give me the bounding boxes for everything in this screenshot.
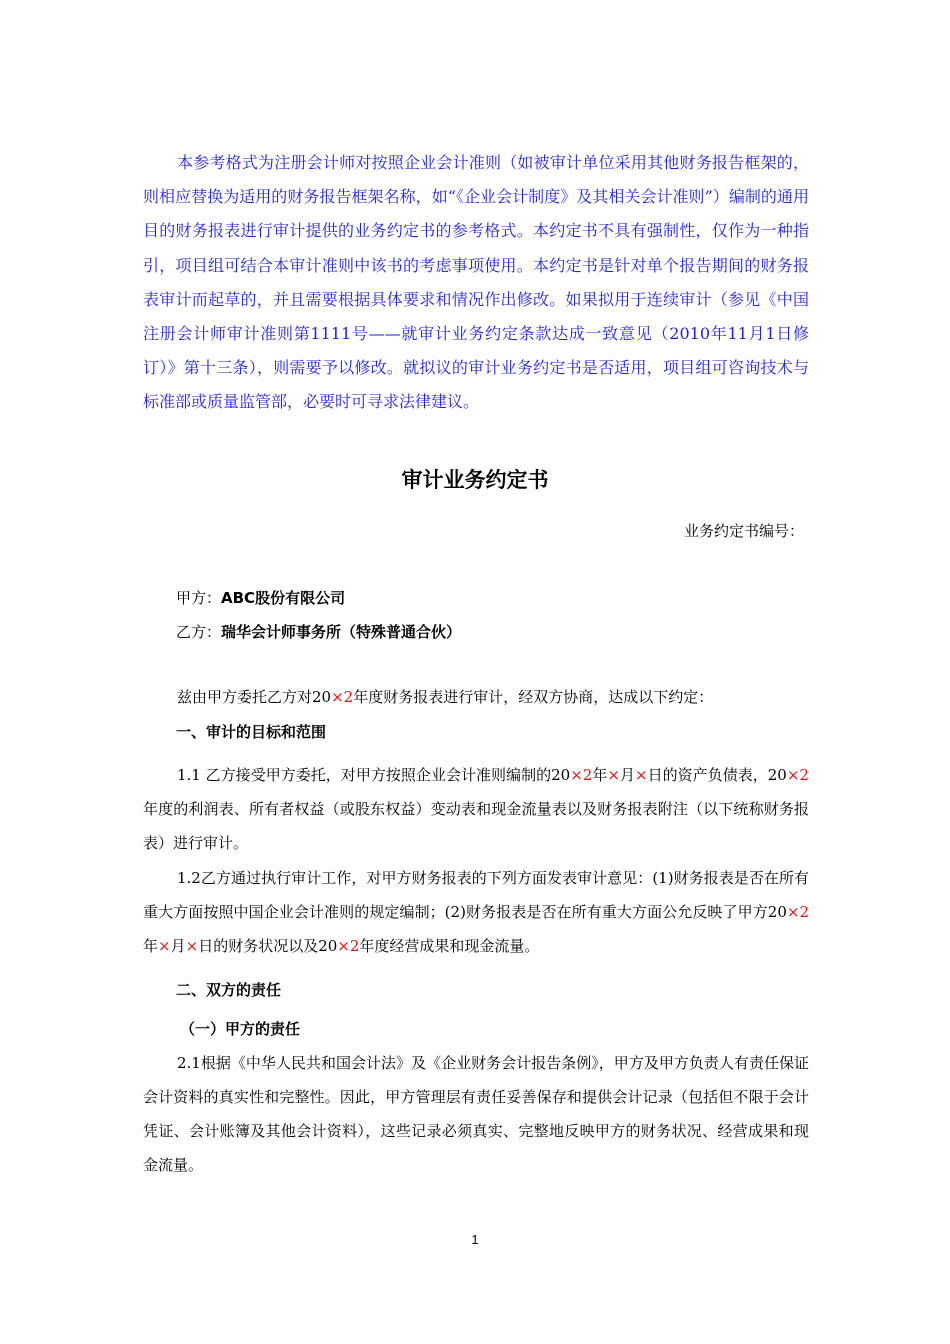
clause-1-2-text: 月 — [170, 937, 186, 955]
section-1-heading: 一、审计的目标和范围 — [176, 723, 327, 741]
clause-1-2-text: 日的财务状况以及20 — [198, 937, 338, 955]
party-b — [176, 621, 461, 642]
placeholder-month: × — [607, 766, 620, 784]
clause-1-1-text: 年 — [592, 766, 608, 784]
clause-2-1: 2.1根据《中华人民共和国会计法》及《企业财务会计报告条例》，甲方及甲方负责人有责任保证会计资料的真实性和完整性。因此，甲方管理层有责任妥善保存和提供会计记录（包括但不限于会计凭证、会计账簿及其他会计资料），这些记录必须真实、完整地反映甲方的财务状况、经营成果和现金流量。 — [143, 1054, 809, 1174]
party-a — [176, 587, 345, 608]
intro-placeholder-year: ×2 — [331, 688, 354, 706]
page-number: 1 — [471, 1232, 479, 1247]
clause-1-2-text: 1.2乙方通过执行审计工作，对甲方财务报表的下列方面发表审计意见：(1)财务报表是否在所有重大方面按照中国企业会计准则的规定编制；(2)财务报表是否在所有重大方面公允反映了甲方20 — [143, 869, 809, 921]
document-title: 审计业务约定书 — [401, 468, 549, 492]
party-b-label: 乙方： — [176, 623, 222, 641]
placeholder-year: ×2 — [570, 766, 593, 784]
placeholder-day: × — [185, 937, 199, 955]
intro-text-2: 年度财务报表进行审计，经双方协商，达成以下约定： — [353, 688, 714, 706]
clause-1-1-text: 月 — [619, 766, 635, 784]
clause-1-1 — [143, 758, 809, 860]
reference-format-note: 本参考格式为注册会计师对按照企业会计准则（如被审计单位采用其他财务报告框架的，则相应替换为适用的财务报告框架名称，如“《企业会计制度》及其相关会计准则”）编制的通用目的财务报表进行审计提供的业务约定书的参考格式。本约定书不具有强制性，仅作为一种指引，项目组可结合本审计准则中该书的考虑事项使用。本约定书是针对单个报告期间的财务报表审计而起草的，并且需要根据具体要求和情况作出修改。如果拟用于连续审计（参见《中国注册会计师审计准则第1111号——就审计业务约定条款达成一致意见（2010年11月1日修订）》第十三条），则需要予以修改。就拟议的审计业务约定书是否适用，项目组可咨询技术与标准部或质量监管部，必要时可寻求法律建议。 — [143, 153, 809, 412]
party-a-label: 甲方： — [176, 589, 222, 607]
party-b-name: 瑞华会计师事务所（特殊普通合伙） — [221, 623, 462, 641]
clause-1-1-text: 年度的利润表、所有者权益（或股东权益）变动表和现金流量表以及财务报表附注（以下统称财务报表）进行审计。 — [143, 800, 809, 852]
clause-1-2-text: 年 — [143, 937, 159, 955]
clause-1-1-text: 日的资产负债表，20 — [647, 766, 787, 784]
placeholder-day: × — [635, 766, 648, 784]
section-2-heading: 二、双方的责任 — [176, 981, 282, 999]
party-a-name: ABC股份有限公司 — [221, 589, 346, 607]
section-2-1-heading: （一）甲方的责任 — [180, 1020, 301, 1038]
placeholder-year: ×2 — [786, 766, 809, 784]
placeholder-month: × — [158, 937, 171, 955]
clause-1-2-text: 年度经营成果和现金流量。 — [359, 937, 540, 955]
intro-paragraph — [143, 680, 809, 714]
placeholder-year: ×2 — [337, 937, 360, 955]
contract-number-label: 业务约定书编号： — [683, 522, 804, 540]
clause-1-2 — [143, 861, 809, 963]
placeholder-year: ×2 — [786, 903, 809, 921]
intro-text-1: 兹由甲方委托乙方对20 — [177, 688, 332, 706]
clause-1-1-text: 1.1 乙方接受甲方委托，对甲方按照企业会计准则编制的20 — [177, 766, 571, 784]
